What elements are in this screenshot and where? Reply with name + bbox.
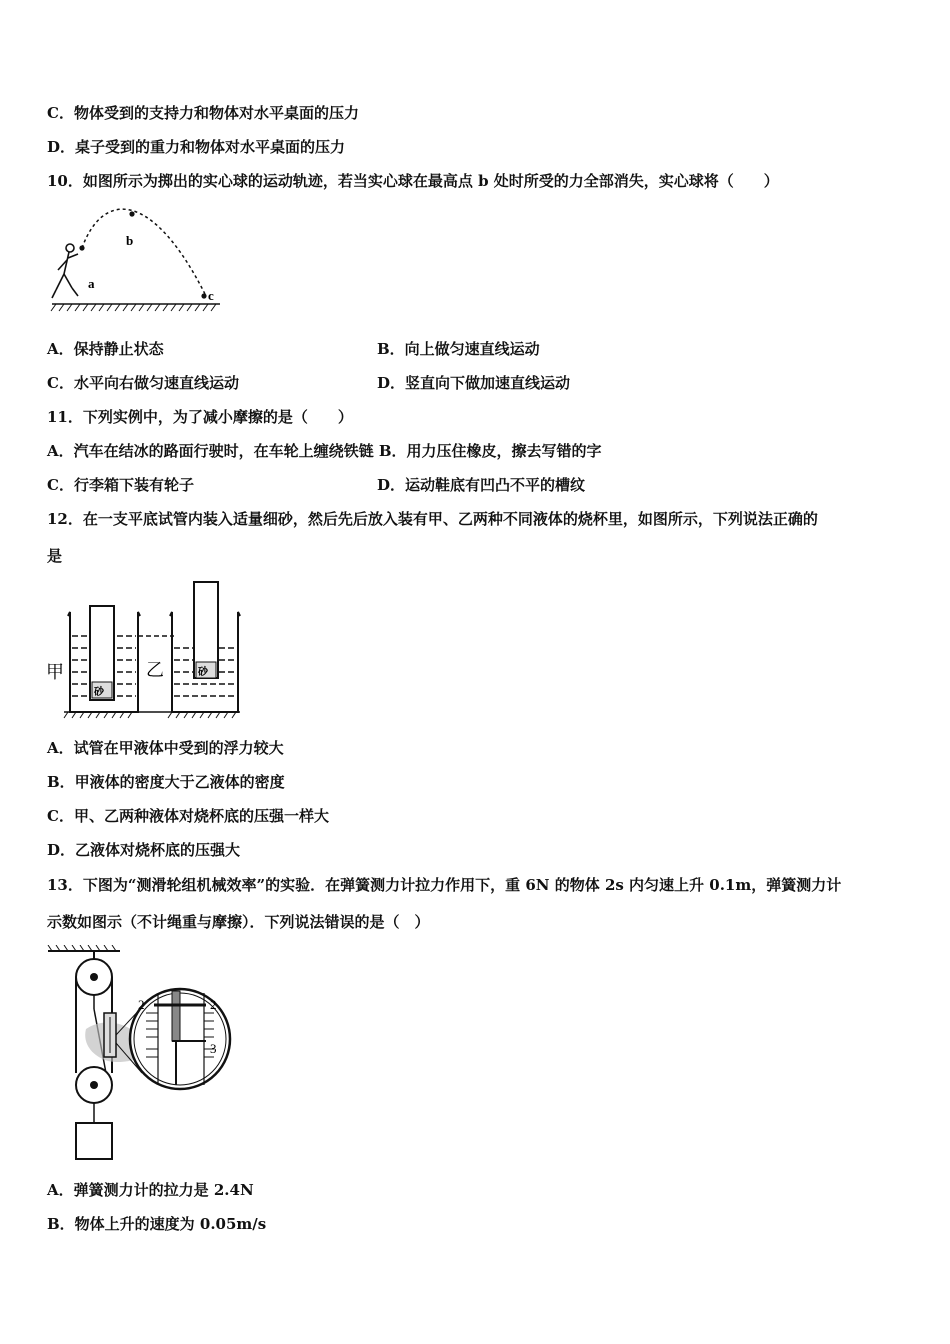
q10-option-a: A．保持静止状态: [47, 340, 164, 358]
label-jia: 甲: [46, 662, 64, 682]
q12-beaker-figure: [44, 578, 244, 720]
q13-option-b: B．物体上升的速度为 0.05m/s: [47, 1215, 267, 1233]
q12-stem-line1: 12．在一支平底试管内装入适量细砂，然后先后放入装有甲、乙两种不同液体的烧杯里，如图所示，下列说法正确的: [47, 510, 818, 528]
q11-option-ab: A．汽车在结冰的路面行驶时，在车轮上缠绕铁链 B．用力压住橡皮，擦去写错的字: [47, 442, 602, 460]
point-b-dot: [129, 211, 134, 216]
scale-label-right-3: 3: [210, 1041, 217, 1056]
q11-stem: 11．下列实例中，为了减小摩擦的是（ ）: [47, 408, 353, 426]
q10-option-c: C．水平向右做匀速直线运动: [47, 374, 239, 392]
label-yi: 乙: [146, 660, 164, 680]
svg-text:砂: 砂: [198, 667, 208, 678]
label-c: c: [208, 288, 214, 303]
q11-option-c: C．行李箱下装有轮子: [47, 476, 194, 494]
label-b: b: [126, 233, 134, 248]
q9-option-c: C．物体受到的支持力和物体对水平桌面的压力: [47, 104, 359, 122]
q12-option-b: B．甲液体的密度大于乙液体的密度: [47, 773, 285, 791]
q12-option-d: D．乙液体对烧杯底的压强大: [47, 841, 241, 859]
q10-option-d: D．竖直向下做加速直线运动: [377, 374, 571, 392]
q10-option-b: B．向上做匀速直线运动: [377, 340, 540, 358]
q11-option-d: D．运动鞋底有凹凸不平的槽纹: [377, 476, 586, 494]
svg-text:砂: 砂: [94, 687, 104, 698]
point-a-dot: [79, 245, 84, 250]
point-c-dot: [201, 293, 206, 298]
scale-label-left-2: 2: [138, 997, 145, 1012]
q13-pulley-figure: [46, 945, 241, 1165]
scale-label-right-2: 2: [210, 997, 217, 1012]
q12-option-c: C．甲、乙两种液体对烧杯底的压强一样大: [47, 807, 329, 825]
q13-option-a: A．弹簧测力计的拉力是 2.4N: [47, 1181, 254, 1199]
q13-stem-line1: 13．下图为“测滑轮组机械效率”的实验．在弹簧测力计拉力作用下，重 6N 的物体 2s 内匀速上升 0.1m，弹簧测力计: [47, 876, 842, 894]
q10-trajectory-figure: [48, 192, 228, 314]
q13-stem-line2: 示数如图示（不计绳重与摩擦）．下列说法错误的是（ ）: [47, 913, 430, 931]
q12-option-a: A．试管在甲液体中受到的浮力较大: [47, 739, 284, 757]
q10-stem: 10．如图所示为掷出的实心球的运动轨迹，若当实心球在最高点 b 处时所受的力全部消失，实心球将（ ）: [47, 172, 779, 190]
q12-stem-line2: 是: [47, 547, 63, 565]
q9-option-d: D．桌子受到的重力和物体对水平桌面的压力: [47, 138, 346, 156]
label-a: a: [88, 276, 95, 291]
